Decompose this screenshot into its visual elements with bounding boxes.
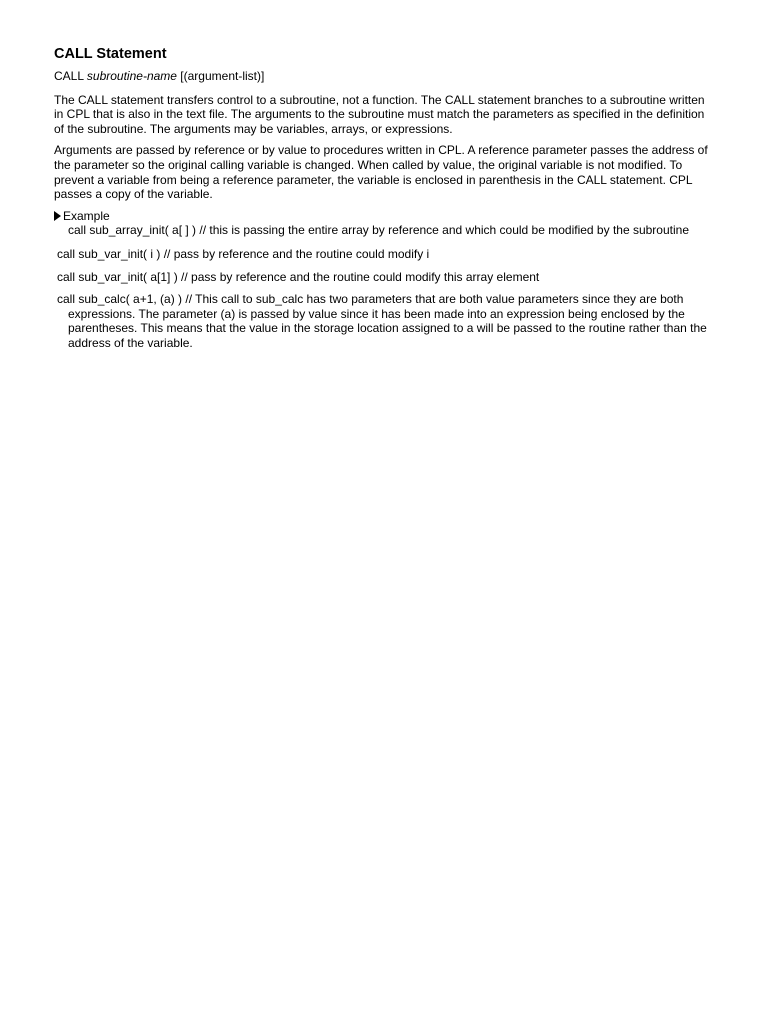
example-label: Example — [63, 208, 110, 223]
example-code — [54, 223, 714, 350]
code-line: call sub_var_init( i ) // pass by reference and the routine could modify i — [57, 246, 430, 261]
example-toggle[interactable] — [54, 209, 714, 224]
code-line: call sub_calc( a+1, (a) ) // This call to sub_calc has two parameters that are both value parameters since they are both expressions. The parameter (a) is passed by value since it has been made into an expression being enclosed by the parentheses. This means that the value in the storage location assigned to a will be passed to the routine rather than the address of the variable. — [57, 292, 707, 350]
syntax-args: [(argument-list)] — [176, 69, 265, 83]
syntax-keyword: CALL — [54, 69, 87, 83]
code-line: call sub_array_init( a[ ] ) // this is passing the entire array by reference and which could be modified by the subroutine — [68, 223, 689, 238]
code-line: call sub_var_init( a[1] ) // pass by reference and the routine could modify this array element — [57, 269, 540, 284]
arguments-paragraph: Arguments are passed by reference or by value to procedures written in CPL. A reference parameter passes the address of the parameter so the original calling variable is changed. When called by value, the original variable is not modified. To prevent a variable from being a reference parameter, the variable is enclosed in parenthesis in the CALL statement. CPL passes a copy of the variable. — [54, 143, 708, 202]
syntax-name: subroutine-name — [86, 69, 177, 83]
expand-triangle-icon — [54, 211, 61, 221]
description-paragraph: The CALL statement transfers control to a subroutine, not a function. The CALL statement branches to a subroutine written in CPL that is also in the text file. The arguments to the subroutine must match the parameters as specified in the definition of the subroutine. The arguments may be variables, arrays, or expressions. — [54, 92, 705, 136]
syntax-line — [54, 69, 714, 84]
page-title: CALL Statement — [54, 46, 167, 62]
